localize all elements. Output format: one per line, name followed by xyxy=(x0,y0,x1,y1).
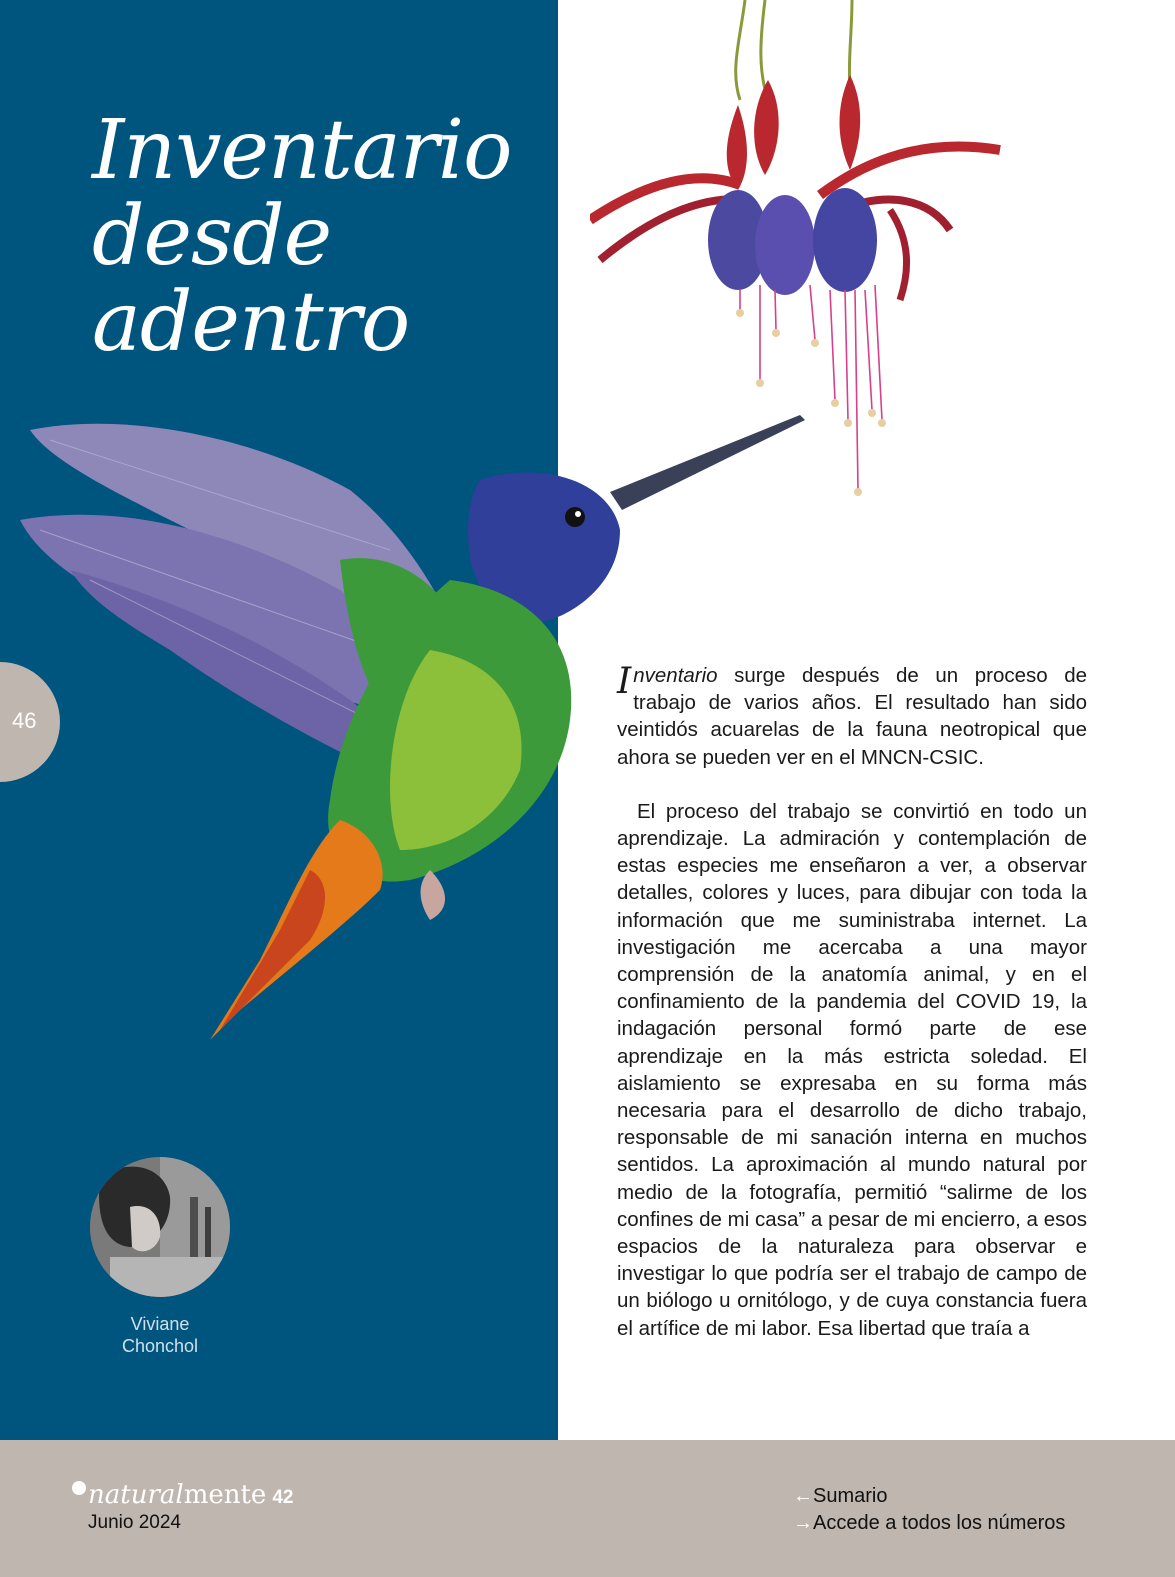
footer-nav xyxy=(793,1483,1065,1537)
article-title xyxy=(92,103,512,370)
arrow-right-icon: → xyxy=(793,1512,813,1534)
arrow-left-icon: ← xyxy=(793,1485,813,1507)
title-line-3: adentro xyxy=(92,275,410,370)
brand-rest: mente xyxy=(183,1480,267,1510)
title-line-2: desde xyxy=(92,189,332,284)
brand-italic: natural xyxy=(88,1480,184,1510)
drop-cap: I xyxy=(617,661,632,702)
magazine-brand[interactable] xyxy=(72,1480,293,1513)
title-line-1: Inventario xyxy=(92,103,512,198)
lead-paragraph xyxy=(617,662,1087,771)
lead-italic-word: nventario xyxy=(633,664,718,687)
issue-number: 42 xyxy=(272,1487,294,1508)
issue-date: Junio 2024 xyxy=(88,1512,181,1533)
all-issues-label: Accede a todos los números xyxy=(813,1512,1066,1534)
body-paragraph: El proceso del trabajo se convirtió en todo un aprendizaje. La admiración y contemplación de estas especies me enseñaron a ver, a observar detalles, colores y luces, para dibujar con toda la información que me suministraba internet. La investigación me acercaba a una mayor comprensión de la anatomía animal, y en el confinamiento de la pandemia del COVID 19, la indagación personal formó parte de ese aprendizaje en la más estricta soledad. El aislamiento se expresaba en su forma más necesaria para el desarrollo de dicho trabajo, responsable de mi sanación interna en muchos sentidos. La aproximación al mundo natural por medio de la fotografía, permitió “salirme de los confines de mi casa” a pesar de mi encierro, a esos espacios de la naturaleza para observar e investigar lo que podría ser el trabajo de campo de un biólogo u ornitólogo, y de cuya constancia fuera el artífice de mi labor. Esa libertad que traía a xyxy=(617,799,1087,1340)
summary-link[interactable] xyxy=(793,1483,1065,1510)
author-portrait-image xyxy=(90,1157,230,1297)
summary-label: Sumario xyxy=(813,1485,888,1507)
article-body xyxy=(617,662,1087,1342)
brand-dot-icon xyxy=(72,1481,86,1495)
author-name xyxy=(90,1313,230,1357)
author-portrait xyxy=(90,1157,230,1297)
author-first-name: Viviane xyxy=(130,1314,190,1334)
all-issues-link[interactable] xyxy=(793,1510,1065,1537)
author-last-name: Chonchol xyxy=(121,1336,199,1356)
lead-text: surge después de un proceso de trabajo de varios años. El resultado han sido veintidós acuarelas de la fauna neotropical que ahora se pueden ver en el MNCN-CSIC. xyxy=(617,664,1087,769)
page-number: 46 xyxy=(12,708,37,733)
